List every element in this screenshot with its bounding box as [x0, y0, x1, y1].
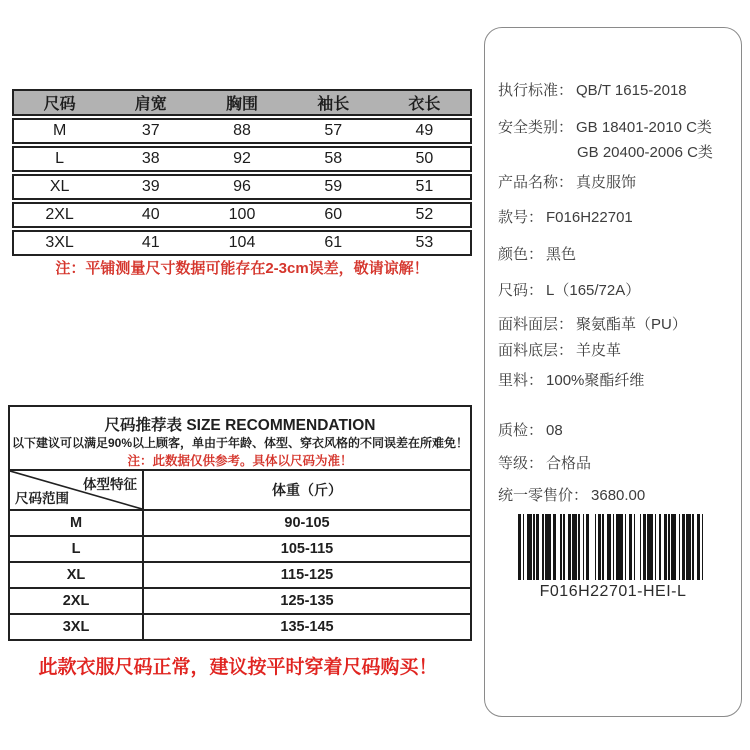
field-label: 统一零售价：: [498, 487, 589, 504]
table-row: [12, 202, 472, 228]
cell-value: 60: [324, 206, 343, 223]
recommendation-note: 注：此数据仅供参考。具体以尺码为准！: [127, 454, 353, 468]
column-header-size: 尺码: [43, 96, 76, 113]
field-label: 里料：: [498, 372, 544, 389]
field-value: 08: [546, 422, 563, 439]
cell-size: 2XL: [45, 206, 74, 223]
cell-size: 2XL: [10, 589, 144, 613]
recommendation-row: [10, 535, 470, 561]
barcode-text: F016H22701-HEI-L: [539, 583, 687, 600]
size-table-header-row: [12, 89, 472, 116]
field-label: 面料底层：: [498, 342, 574, 359]
field-label: 产品名称：: [498, 174, 574, 191]
recommendation-row: [10, 561, 470, 587]
column-header-shoulder: 肩宽: [134, 96, 167, 113]
recommendation-subtitle: 以下建议可以满足90%以上顾客，单由于年龄、体型、穿衣风格的不同误差在所难免！: [11, 436, 469, 450]
size-table: [12, 89, 472, 256]
tag-field-exec-standard: [498, 81, 728, 101]
recommendation-row: [10, 587, 470, 613]
field-label: 等级：: [498, 455, 544, 472]
field-label: 款号：: [498, 209, 544, 226]
cell-value: 53: [415, 234, 434, 251]
tag-field-retail-price: [498, 486, 728, 506]
cell-value: 92: [233, 150, 251, 167]
cell-value: 88: [233, 122, 251, 139]
cell-size: L: [55, 150, 65, 167]
tag-field-color: [498, 245, 728, 265]
purchase-advice-note: 此款衣服尺码正常，建议按平时穿着尺码购买！: [38, 657, 438, 678]
field-value: F016H22701: [546, 209, 633, 226]
cell-value: 37: [141, 122, 160, 139]
field-label: 尺码：: [498, 282, 544, 299]
cell-size: XL: [49, 178, 70, 195]
measurement-tolerance-note: 注：平铺测量尺寸数据可能存在2-3cm误差，敬请谅解！: [55, 260, 429, 277]
cell-value: 40: [141, 206, 160, 223]
cell-size: 3XL: [10, 615, 144, 639]
tag-field-style-number: [498, 208, 728, 228]
field-label: 安全类别：: [498, 119, 574, 136]
column-header-length: 衣长: [408, 96, 441, 113]
cell-value: 52: [415, 206, 434, 223]
tag-field-fabric-base: [498, 341, 728, 361]
cell-value: 100: [228, 206, 256, 223]
field-label: 执行标准：: [498, 82, 574, 99]
cell-size: XL: [10, 563, 144, 587]
tag-field-safety-category: [498, 118, 728, 163]
cell-value: 51: [415, 178, 434, 195]
recommendation-row: [10, 613, 470, 639]
field-value: GB 18401-2010 C类: [576, 119, 712, 136]
weight-column-header: 体重（斤）: [272, 482, 342, 498]
column-header-bust: 胸围: [226, 96, 259, 113]
cell-value: 61: [324, 234, 343, 251]
recommendation-header-row: [10, 469, 470, 509]
cell-value: 50: [415, 150, 434, 167]
field-value: L（165/72A）: [546, 282, 641, 299]
tag-field-quality-check: [498, 421, 728, 441]
diagonal-label-body-type: 体型特征: [83, 477, 137, 492]
cell-value: 59: [324, 178, 343, 195]
table-row: [12, 174, 472, 200]
diagonal-header-cell: [10, 471, 144, 509]
field-value: 聚氨酯革（PU）: [576, 316, 687, 333]
field-value: 合格品: [546, 455, 592, 472]
field-value: 100%聚酯纤维: [546, 372, 645, 389]
field-value: 羊皮革: [576, 342, 622, 359]
cell-weight: 135-145: [280, 619, 334, 635]
cell-value: 58: [324, 150, 343, 167]
field-value: 真皮服饰: [576, 174, 637, 191]
product-hang-tag: [484, 27, 742, 717]
recommendation-title: 尺码推荐表 SIZE RECOMMENDATION: [104, 417, 376, 434]
cell-value: 57: [324, 122, 343, 139]
cell-value: 39: [141, 178, 160, 195]
cell-size: L: [10, 537, 144, 561]
recommendation-row: [10, 509, 470, 535]
cell-weight: 115-125: [280, 567, 334, 583]
column-header-sleeve: 袖长: [317, 96, 350, 113]
table-row: [12, 118, 472, 144]
tag-field-product-name: [498, 173, 728, 193]
tag-field-grade: [498, 454, 728, 474]
diagonal-label-size-range: 尺码范围: [15, 491, 69, 506]
tag-field-lining: [498, 371, 728, 391]
cell-weight: 125-135: [280, 593, 334, 609]
cell-value: 49: [415, 122, 434, 139]
table-row: [12, 146, 472, 172]
field-value: 3680.00: [591, 487, 646, 504]
cell-size: M: [52, 122, 67, 139]
field-value: QB/T 1615-2018: [576, 82, 687, 99]
tag-field-size: [498, 281, 728, 301]
field-label: 颜色：: [498, 246, 544, 263]
table-row: [12, 230, 472, 256]
barcode: [518, 514, 708, 580]
barcode-section: [498, 514, 728, 601]
cell-weight: 90-105: [284, 515, 330, 531]
cell-value: 96: [233, 178, 251, 195]
cell-size: M: [10, 511, 144, 535]
cell-weight: 105-115: [280, 541, 334, 557]
size-recommendation-table: [8, 405, 472, 641]
field-value-line2: GB 20400-2006 C类: [577, 144, 713, 161]
cell-value: 104: [228, 234, 256, 251]
cell-value: 38: [141, 150, 160, 167]
field-value: 黑色: [546, 246, 577, 263]
tag-field-fabric-surface: [498, 315, 728, 335]
cell-size: 3XL: [45, 234, 74, 251]
cell-value: 41: [141, 234, 160, 251]
field-label: 质检：: [498, 422, 544, 439]
field-label: 面料面层：: [498, 316, 574, 333]
